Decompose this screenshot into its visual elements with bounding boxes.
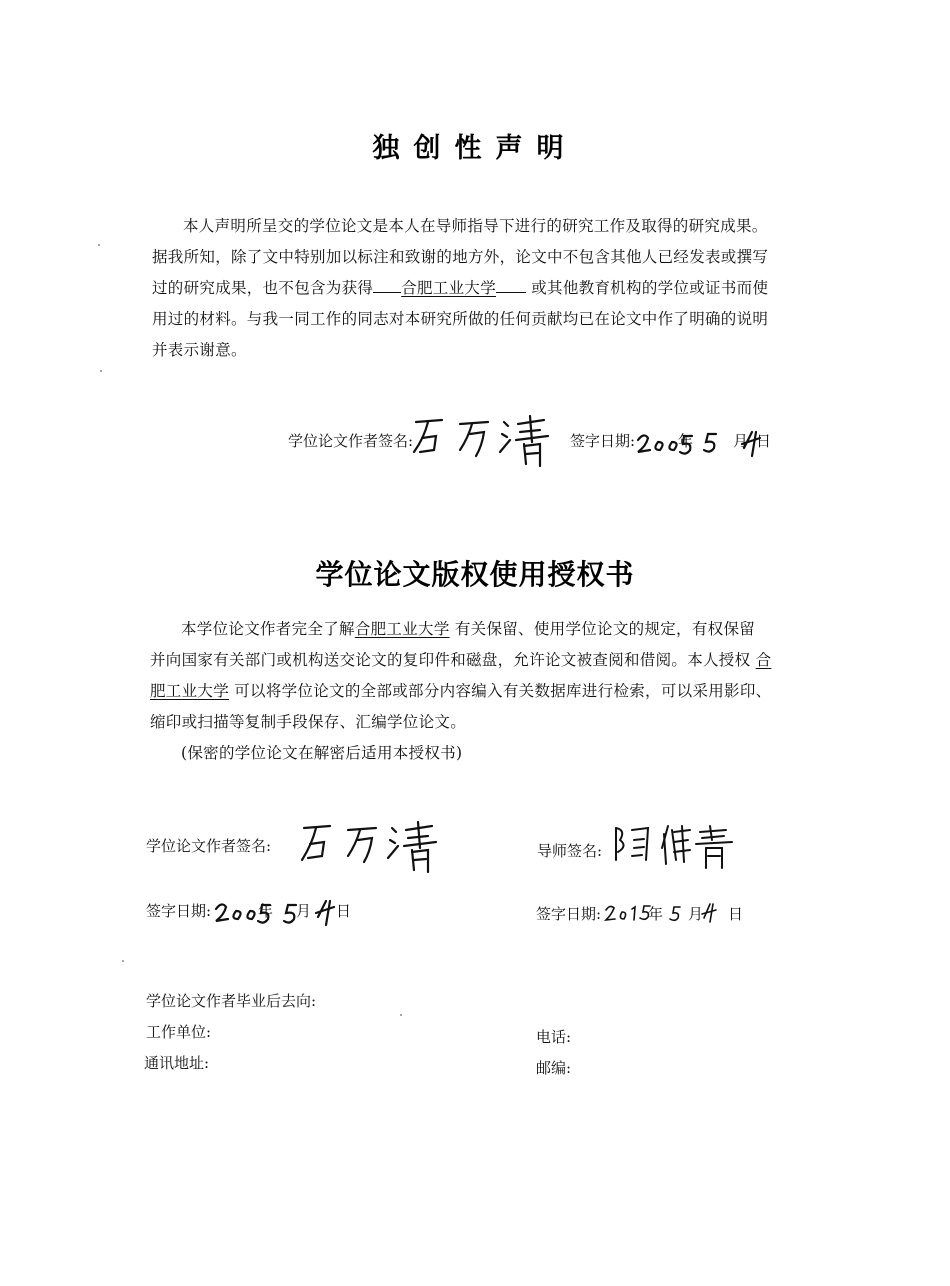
- authorization-line-2-before: 并向国家有关部门或机构送交论文的复印件和磁盘，允许论文被查阅和借阅。本人授权: [150, 651, 751, 669]
- statement-date-year-suffix: 年: [678, 432, 694, 450]
- statement-author-sign-label: 学位论文作者签名:: [288, 432, 414, 450]
- scan-speck: [98, 244, 100, 246]
- statement-paragraph: [152, 211, 792, 366]
- phone-label: 电话:: [536, 1028, 572, 1046]
- statement-sign-date-label: 签字日期:: [570, 432, 636, 450]
- statement-line-5: 并表示谢意。: [152, 341, 247, 359]
- after-graduation-heading: 学位论文作者毕业后去向:: [146, 992, 317, 1010]
- scan-speck: [400, 1014, 402, 1016]
- authorization-line-3-after: 可以将学位论文的全部或部分内容编入有关数据库进行检索，可以采用影印、: [234, 682, 772, 700]
- authorization-author-sign-date: [214, 897, 354, 927]
- authorization-advisor-date-year-suffix: 年: [648, 905, 664, 923]
- statement-title: 独创性声明: [372, 133, 578, 164]
- scan-speck: [122, 960, 124, 962]
- statement-institution: 合肥工业大学: [401, 279, 497, 297]
- work-unit-label: 工作单位:: [146, 1023, 212, 1041]
- statement-line-1: 本人声明所呈交的学位论文是本人在导师指导下进行的研究工作及取得的研究成果。: [183, 217, 768, 235]
- statement-author-signature: [408, 408, 558, 470]
- authorization-advisor-sign-date-label: 签字日期:: [536, 905, 602, 923]
- authorization-author-date-day-suffix: 日: [336, 902, 352, 920]
- authorization-advisor-signature: [610, 820, 750, 872]
- statement-line-2: 据我所知，除了文中特别加以标注和致谢的地方外，论文中不包含其他人已经发表或撰写: [152, 248, 769, 266]
- authorization-advisor-date-month-suffix: 月: [688, 905, 704, 923]
- statement-line-3-before: 过的研究成果，也不包含为获得: [152, 279, 374, 297]
- authorization-author-date-month-suffix: 月: [296, 902, 312, 920]
- statement-line-4: 用过的材料。与我一同工作的同志对本研究所做的任何贡献均已在论文中作了明确的说明: [152, 310, 769, 328]
- authorization-line-2: [150, 645, 790, 676]
- authorization-line-3: [150, 676, 790, 707]
- authorization-line-1-after: 有关保留、使用学位论文的规定，有权保留: [454, 620, 756, 638]
- authorization-line-5: (保密的学位论文在解密后适用本授权书): [181, 744, 463, 762]
- authorization-title: 学位论文版权使用授权书: [315, 558, 635, 591]
- authorization-institution: 合肥工业大学: [354, 620, 450, 638]
- authorization-advisor-sign-date: [604, 900, 744, 926]
- authorization-author-signature: [296, 812, 446, 874]
- authorization-line-4: 缩印或扫描等复制手段保存、汇编学位论文。: [150, 713, 467, 731]
- address-label: 通讯地址:: [144, 1054, 210, 1072]
- authorization-author-sign-label: 学位论文作者签名:: [146, 837, 272, 855]
- statement-line-3-after: 或其他教育机构的学位或证书而使: [531, 279, 769, 297]
- statement-date-day-suffix: 日: [756, 432, 772, 450]
- scan-speck: [100, 370, 102, 372]
- authorization-advisor-sign-label: 导师签名:: [537, 842, 603, 860]
- authorization-advisor-date-day-suffix: 日: [728, 905, 744, 923]
- postcode-label: 邮编:: [536, 1059, 572, 1077]
- authorization-author-date-year-suffix: 年: [258, 902, 274, 920]
- authorization-line-3-institution: 肥工业大学: [150, 682, 230, 700]
- authorization-paragraph: [150, 614, 790, 769]
- authorization-line-1: [150, 614, 790, 645]
- authorization-line-1-before: 本学位论文作者完全了解: [181, 620, 355, 638]
- authorization-author-sign-date-label: 签字日期:: [146, 902, 212, 920]
- authorization-line-2-institution: 合: [755, 651, 772, 669]
- statement-line-3: [152, 273, 792, 304]
- statement-date-month-suffix: 月: [733, 432, 749, 450]
